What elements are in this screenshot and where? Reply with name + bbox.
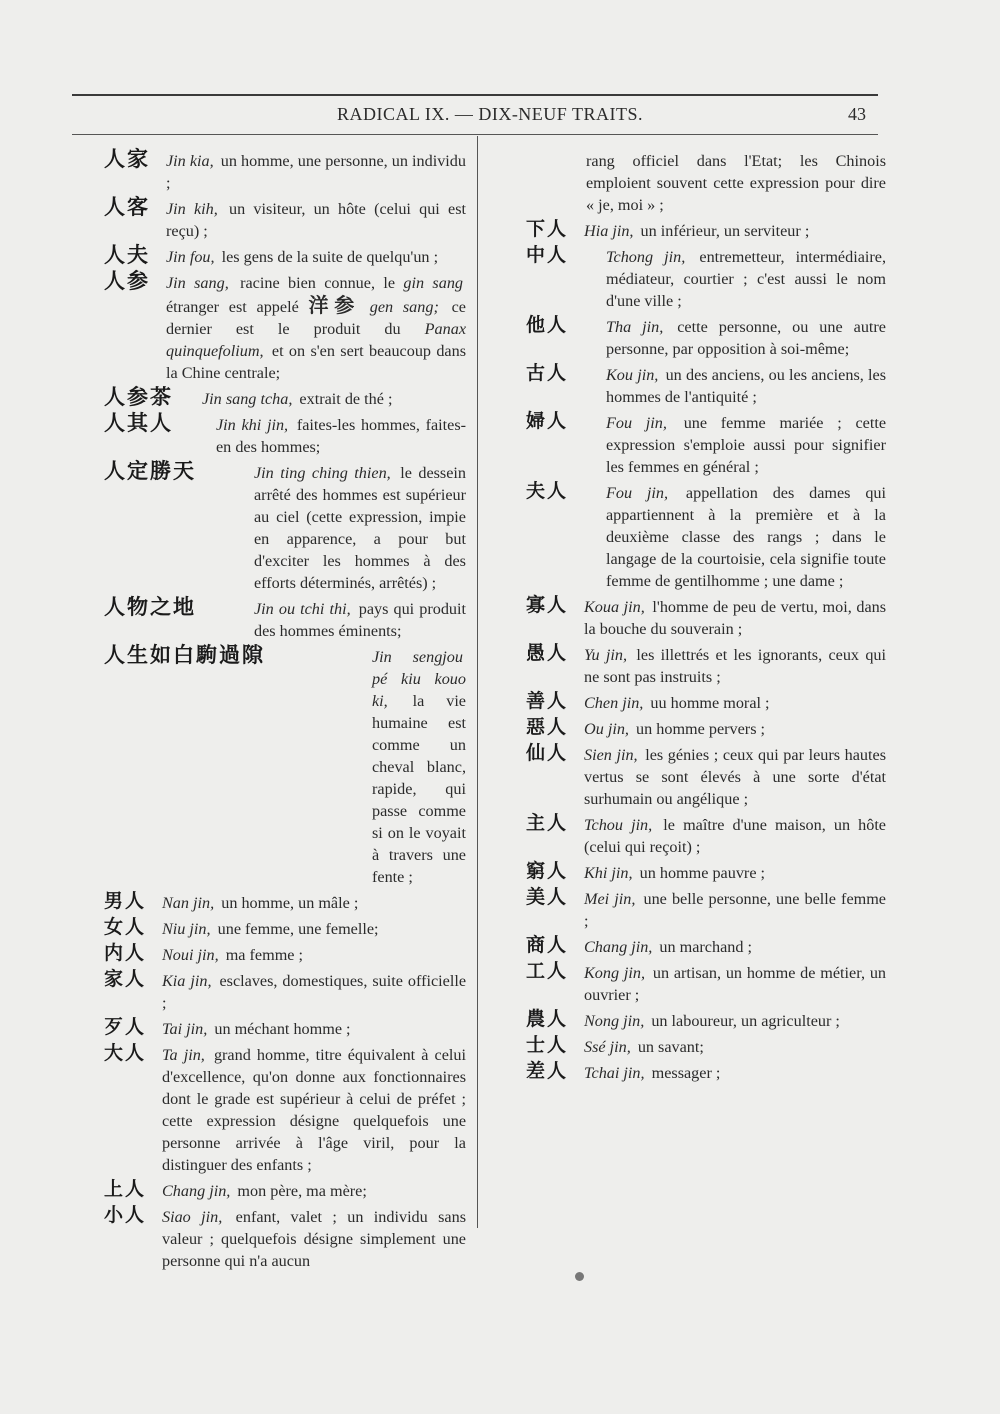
hanzi: 婦人	[526, 410, 569, 432]
romanization: Fou jin,	[606, 414, 667, 432]
hanzi: 窮人	[526, 860, 569, 882]
hanzi: 古人	[526, 362, 569, 384]
running-header: RADICAL IX. — DIX-NEUF TRAITS.	[337, 104, 643, 124]
definition: pays qui produit des hommes éminents;	[254, 600, 467, 640]
hanzi: 善人	[526, 690, 569, 712]
inline-hanzi: 洋参	[308, 293, 360, 317]
romanization: Ou jin,	[584, 720, 629, 738]
hanzi: 中人	[526, 244, 569, 266]
entry	[526, 1062, 886, 1084]
definition: un homme pervers ;	[636, 720, 766, 738]
romanization: Panax quinquefolium,	[166, 320, 467, 360]
romanization: Kia jin,	[162, 972, 212, 990]
romanization: Nong jin,	[584, 1012, 645, 1030]
romanization: Jin sengjou	[372, 648, 463, 666]
definition: les illettrés et les ignorants, ceux qui ne sont pas instruits ;	[584, 646, 887, 686]
entry	[104, 1044, 466, 1176]
definition: les gens de la suite de quelqu'un ;	[221, 248, 439, 266]
romanization: Chang jin,	[584, 938, 653, 956]
entry	[104, 385, 466, 410]
definition: ma femme ;	[225, 946, 304, 964]
hanzi: 小人	[104, 1204, 147, 1226]
entry	[104, 411, 467, 458]
romanization: gin sang	[403, 274, 464, 292]
hanzi: 農人	[526, 1008, 569, 1030]
entry	[104, 944, 466, 966]
definition: un homme pauvre ;	[639, 864, 766, 882]
hanzi: 人家	[104, 147, 150, 171]
romanization: Ssé jin,	[584, 1038, 631, 1056]
hanzi: 家人	[104, 968, 147, 990]
entry	[526, 316, 886, 360]
page-number: 43	[848, 104, 866, 124]
ink-spot	[575, 1272, 584, 1281]
entry	[526, 596, 886, 640]
definition: l'homme de peu de vertu, moi, dans la bouche du souverain ;	[584, 598, 887, 638]
hanzi: 他人	[526, 314, 569, 336]
romanization: Hia jin,	[584, 222, 634, 240]
definition: étranger est appelé	[166, 298, 299, 316]
definition: extrait de thé ;	[299, 390, 393, 408]
definition: un laboureur, un agriculteur ;	[651, 1012, 840, 1030]
definition: un homme, une personne, un individu ;	[166, 152, 466, 192]
romanization: Ta jin,	[162, 1046, 205, 1064]
definition: un des anciens, ou les anciens, les hommes de l'antiquité ;	[606, 366, 887, 406]
entry	[104, 195, 466, 242]
entry	[526, 482, 886, 592]
romanization: Koua jin,	[584, 598, 645, 616]
romanization: Nan jin,	[162, 894, 215, 912]
entry	[104, 269, 467, 384]
romanization: Niu jin,	[162, 920, 211, 938]
definition: un savant;	[637, 1038, 704, 1056]
hanzi: 愚人	[526, 642, 569, 664]
romanization: Jin sang,	[166, 274, 229, 292]
hanzi: 夫人	[526, 480, 569, 502]
romanization: pé kiu kouo ki,	[372, 670, 466, 710]
entry	[526, 718, 886, 740]
header-rule	[72, 134, 878, 135]
romanization: Khi jin,	[584, 864, 633, 882]
romanization: Jin ting ching thien,	[254, 464, 391, 482]
entry	[104, 243, 466, 268]
romanization: Jin kia,	[166, 152, 214, 170]
definition: un marchand ;	[659, 938, 753, 956]
romanization: Fou jin,	[606, 484, 669, 502]
romanization: Siao jin,	[162, 1208, 223, 1226]
definition: ce dernier est le produit du	[166, 298, 466, 338]
definition: uu homme moral ;	[650, 694, 770, 712]
hanzi: 人生如白駒過隙	[104, 643, 265, 667]
entry	[526, 888, 886, 932]
hanzi: 人参	[104, 269, 150, 293]
romanization: gen sang;	[369, 298, 439, 316]
definition: un méchant homme ;	[214, 1020, 351, 1038]
romanization: Jin sang tcha,	[202, 390, 293, 408]
entry	[526, 744, 886, 810]
hanzi: 寡人	[526, 594, 569, 616]
hanzi: 仙人	[526, 742, 569, 764]
entry	[526, 1010, 886, 1032]
hanzi: 男人	[104, 890, 147, 912]
top-rule	[72, 94, 878, 96]
romanization: Kong jin,	[584, 964, 646, 982]
hanzi: 歹人	[104, 1016, 147, 1038]
definition: le maître d'une maison, un hôte (celui qui reçoit) ;	[584, 816, 886, 856]
entry	[104, 970, 466, 1014]
hanzi: 女人	[104, 916, 147, 938]
entry	[526, 1036, 886, 1058]
definition: entremetteur, intermédiaire, médiateur, courtier ; c'est aussi le nom d'une ville ;	[606, 248, 886, 310]
romanization: Noui jin,	[162, 946, 219, 964]
definition: une belle personne, une belle femme ;	[584, 890, 886, 930]
hanzi: 工人	[526, 960, 569, 982]
entry	[526, 220, 886, 242]
romanization: Tchou jin,	[584, 816, 653, 834]
romanization: Yu jin,	[584, 646, 628, 664]
hanzi: 士人	[526, 1034, 569, 1056]
romanization: Chen jin,	[584, 694, 644, 712]
entry	[104, 595, 467, 642]
entry	[104, 1180, 466, 1202]
romanization: Tchai jin,	[584, 1064, 645, 1082]
definition: messager ;	[651, 1064, 721, 1082]
hanzi: 下人	[526, 218, 569, 240]
definition: la vie humaine est comme un cheval blanc, rapide, qui passe comme si on le voyait à travers une fente ;	[372, 692, 466, 886]
romanization: Tha jin,	[606, 318, 664, 336]
definition: une femme mariée ; cette expression s'emploie aussi pour signifier les femmes en général ;	[606, 414, 886, 476]
definition: esclaves, domestiques, suite officielle ;	[162, 972, 467, 1012]
romanization: Jin khi jin,	[216, 416, 289, 434]
entry	[104, 1206, 466, 1272]
continuation-text: rang officiel dans l'Etat; les Chinois emploient souvent cette expression pour dire « je, moi » ;	[586, 152, 886, 214]
entry	[526, 962, 886, 1006]
right-column	[526, 150, 886, 1088]
hanzi: 差人	[526, 1060, 569, 1082]
definition: une femme, une femelle;	[217, 920, 379, 938]
entry	[526, 246, 886, 312]
entry	[104, 459, 467, 594]
definition: racine bien connue, le	[240, 274, 396, 292]
entry	[526, 862, 886, 884]
romanization: Tai jin,	[162, 1020, 208, 1038]
entry	[104, 1018, 466, 1040]
hanzi: 主人	[526, 812, 569, 834]
definition: appellation des dames qui appartiennent à la première et à la deuxième classe des rangs ; dans le langage de la courtoisie, cela signifie toute femme de gentilhomme ; une dame ;	[606, 484, 886, 590]
hanzi: 人客	[104, 195, 150, 219]
entry	[526, 814, 886, 858]
definition: mon père, ma mère;	[237, 1182, 367, 1200]
romanization: Jin kih,	[166, 200, 218, 218]
entry	[104, 892, 466, 914]
definition: cette personne, ou une autre personne, par opposition à soi-même;	[606, 318, 886, 358]
romanization: Jin fou,	[166, 248, 215, 266]
romanization: Sien jin,	[584, 746, 638, 764]
hanzi: 人夫	[104, 243, 150, 267]
hanzi: 人定勝天	[104, 459, 196, 483]
definition: un homme, un mâle ;	[221, 894, 359, 912]
hanzi: 人参茶	[104, 385, 173, 409]
entry	[104, 147, 466, 194]
entry	[526, 644, 886, 688]
hanzi: 惡人	[526, 716, 569, 738]
romanization: Chang jin,	[162, 1182, 231, 1200]
definition: enfant, valet ; un individu sans valeur ; quelquefois désigne simplement une personne qui n'a aucun	[162, 1208, 466, 1270]
hanzi: 人物之地	[104, 595, 196, 619]
column-divider	[477, 136, 478, 1228]
hanzi: 上人	[104, 1178, 147, 1200]
hanzi: 大人	[104, 1042, 147, 1064]
definition: un inférieur, un serviteur ;	[640, 222, 810, 240]
definition: et on s'en sert beaucoup dans la Chine centrale;	[166, 342, 467, 382]
hanzi: 美人	[526, 886, 569, 908]
romanization: Tchong jin,	[606, 248, 686, 266]
romanization: Jin ou tchi thi,	[254, 600, 351, 618]
romanization: Kou jin,	[606, 366, 659, 384]
hanzi: 人其人	[104, 411, 173, 435]
definition: les génies ; ceux qui par leurs hautes vertus se sont élevés à une sorte d'état surhumain ou angélique ;	[584, 746, 886, 808]
entry	[526, 692, 886, 714]
romanization: Mei jin,	[584, 890, 636, 908]
entry	[526, 364, 886, 408]
definition: faites-les hommes, faites-en des hommes;	[216, 416, 467, 456]
definition: grand homme, titre équivalent à celui d'excellence, qu'on donne aux fonctionnaires dont le grade est supérieur à celui de préfet ; cette expression désigne quelquefois une personne arrivée à l'âge viril, pour la distinguer des enfants ;	[162, 1046, 466, 1174]
entry	[104, 918, 466, 940]
entry	[104, 643, 466, 888]
definition: le dessein arrêté des hommes est supérieur au ciel (cette expression, impie en apparence, a pour but d'exciter les hommes à des efforts déterminés, arrêtés) ;	[254, 464, 467, 592]
definition: un visiteur, un hôte (celui qui est reçu) ;	[166, 200, 466, 240]
hanzi: 内人	[104, 942, 147, 964]
entry	[526, 936, 886, 958]
entry	[526, 412, 886, 478]
definition: un artisan, un homme de métier, un ouvrier ;	[584, 964, 887, 1004]
left-column	[104, 147, 467, 1276]
hanzi: 商人	[526, 934, 569, 956]
